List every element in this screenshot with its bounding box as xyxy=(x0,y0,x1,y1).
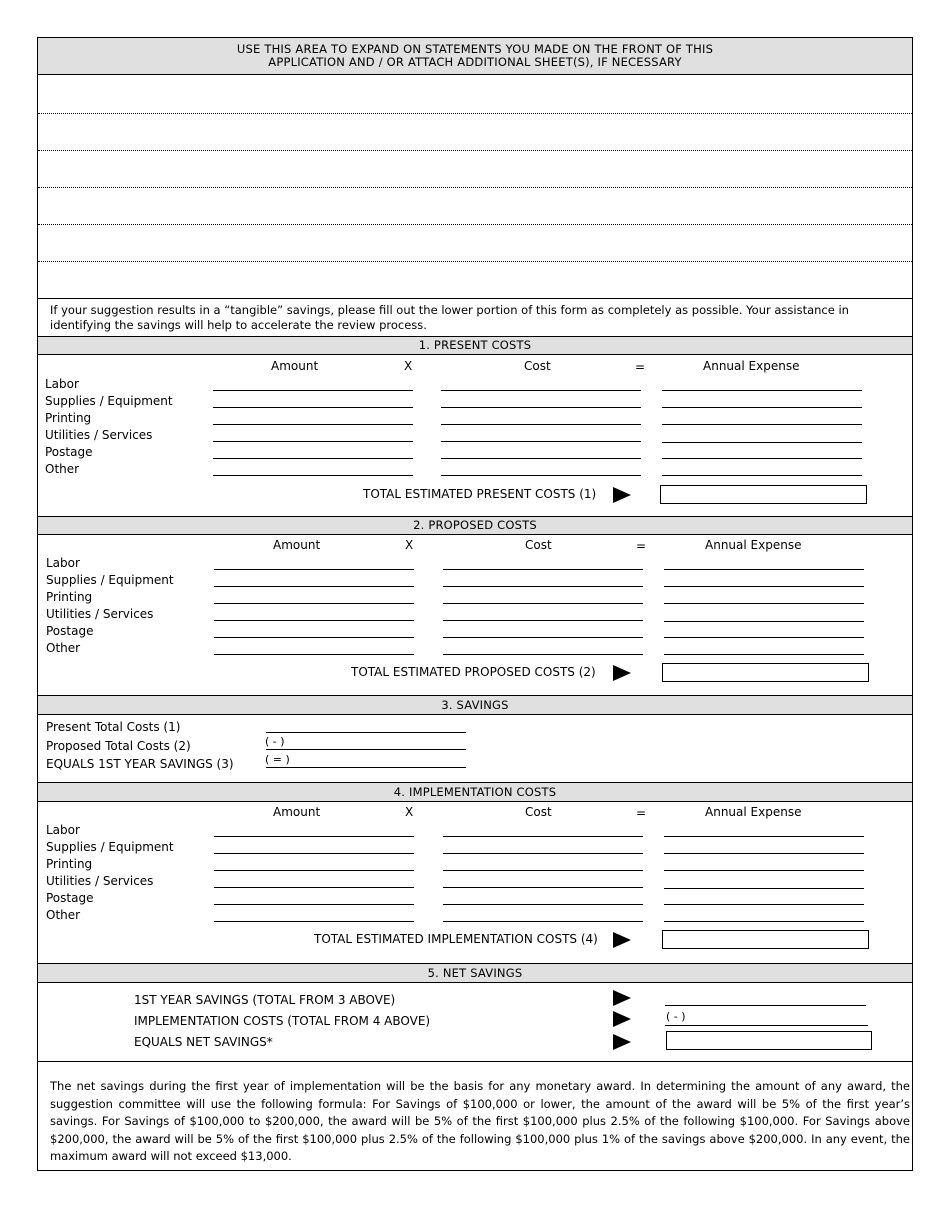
intro-text: If your suggestion results in a “tangible” savings, please fill out the lower portion of this form as completely as possible. Your assistance in identifying the savings will help to accelerate the review process. xyxy=(50,303,849,332)
net-implementation-costs-field[interactable] xyxy=(665,1025,868,1026)
net-first-year-savings-field[interactable] xyxy=(665,1005,866,1006)
row-label-labor: Labor xyxy=(46,556,80,570)
impl-utilities-annual-field[interactable] xyxy=(664,888,864,889)
column-equals: = xyxy=(636,806,647,820)
impl-supplies-cost-field[interactable] xyxy=(443,853,643,854)
proposed-labor-amount-field[interactable] xyxy=(214,569,414,570)
row-label-other: Other xyxy=(46,908,81,922)
divider xyxy=(38,298,912,299)
suggestion-form xyxy=(37,37,913,1171)
proposed-postage-annual-field[interactable] xyxy=(664,637,864,638)
present-utilities-annual-field[interactable] xyxy=(662,442,862,443)
present-postage-annual-field[interactable] xyxy=(662,458,862,459)
column-cost: Cost xyxy=(525,538,552,552)
writing-line[interactable] xyxy=(38,224,912,225)
column-equals: = xyxy=(636,539,647,553)
divider xyxy=(38,1061,912,1062)
column-amount: Amount xyxy=(273,805,321,819)
writing-line[interactable] xyxy=(38,113,912,114)
impl-other-amount-field[interactable] xyxy=(214,921,414,922)
equals-prefix: ( = ) xyxy=(265,753,290,766)
savings-proposed-total-label: Proposed Total Costs (2) xyxy=(46,739,191,753)
proposed-supplies-amount-field[interactable] xyxy=(214,586,414,587)
proposed-labor-annual-field[interactable] xyxy=(664,569,864,570)
row-label-utilities: Utilities / Services xyxy=(45,428,153,442)
row-label-postage: Postage xyxy=(45,445,93,459)
impl-printing-amount-field[interactable] xyxy=(214,870,414,871)
arrow-right-icon xyxy=(613,1011,631,1027)
arrow-right-icon xyxy=(613,487,631,503)
row-label-printing: Printing xyxy=(45,411,92,425)
proposed-printing-amount-field[interactable] xyxy=(214,603,414,604)
proposed-labor-cost-field[interactable] xyxy=(443,569,643,570)
column-times: X xyxy=(405,538,414,552)
total-implementation-costs-field[interactable] xyxy=(662,930,869,949)
net-savings-label: EQUALS NET SAVINGS* xyxy=(134,1035,273,1049)
column-times: X xyxy=(405,805,414,819)
row-label-other: Other xyxy=(46,641,81,655)
proposed-printing-annual-field[interactable] xyxy=(664,603,864,604)
proposed-other-cost-field[interactable] xyxy=(443,654,643,655)
header-line-1: USE THIS AREA TO EXPAND ON STATEMENTS YOU MADE ON THE FRONT OF THIS xyxy=(236,42,714,56)
column-amount: Amount xyxy=(273,538,321,552)
proposed-utilities-annual-field[interactable] xyxy=(664,621,864,622)
total-proposed-costs-field[interactable] xyxy=(662,663,869,682)
present-supplies-cost-field[interactable] xyxy=(441,407,641,408)
arrow-right-icon xyxy=(613,1034,631,1050)
row-label-supplies: Supplies / Equipment xyxy=(46,840,174,854)
row-label-postage: Postage xyxy=(46,624,94,638)
proposed-utilities-amount-field[interactable] xyxy=(214,620,414,621)
row-label-utilities: Utilities / Services xyxy=(46,874,154,888)
net-savings-field[interactable] xyxy=(666,1031,872,1050)
column-annual-expense: Annual Expense xyxy=(705,538,802,552)
column-annual-expense: Annual Expense xyxy=(705,805,802,819)
savings-first-year-label: EQUALS 1ST YEAR SAVINGS (3) xyxy=(46,757,234,771)
proposed-utilities-cost-field[interactable] xyxy=(443,620,643,621)
section-header-implementation-costs: 4. IMPLEMENTATION COSTS xyxy=(38,782,912,802)
present-other-annual-field[interactable] xyxy=(662,475,862,476)
proposed-postage-amount-field[interactable] xyxy=(214,637,414,638)
proposed-supplies-annual-field[interactable] xyxy=(664,586,864,587)
column-times: X xyxy=(404,359,413,373)
present-postage-amount-field[interactable] xyxy=(213,458,413,459)
present-supplies-amount-field[interactable] xyxy=(213,407,413,408)
row-label-labor: Labor xyxy=(46,823,80,837)
expand-area-header xyxy=(38,38,912,75)
present-other-cost-field[interactable] xyxy=(441,475,641,476)
row-label-postage: Postage xyxy=(46,891,94,905)
impl-other-cost-field[interactable] xyxy=(443,921,643,922)
impl-labor-amount-field[interactable] xyxy=(214,836,414,837)
proposed-other-amount-field[interactable] xyxy=(214,654,414,655)
row-label-printing: Printing xyxy=(46,857,93,871)
section-header-present-costs: 1. PRESENT COSTS xyxy=(38,336,912,355)
award-formula-text: The net savings during the first year of implementation will be the basis for any monetary award. In determining the amount of any award, the suggestion committee will use the following formula: For Savings of $100,000 or lower, the amount of the award will be 5% of the first year’s savings. For Savings of $100,000 to $200,000, the award will be 5% of the first $100,000 plus 2.5% of the following $100,000. For Savings above $200,000, the award will be 5% of the first $100,000 plus 2.5% of the following $100,000 plus 1% of the savings above $200,000. In any event, the maximum award will not exceed $13,000. xyxy=(50,1079,910,1163)
proposed-other-annual-field[interactable] xyxy=(664,654,864,655)
net-implementation-costs-label: IMPLEMENTATION COSTS (TOTAL FROM 4 ABOVE) xyxy=(134,1014,431,1028)
total-present-costs-label: TOTAL ESTIMATED PRESENT COSTS (1) xyxy=(363,487,597,501)
impl-printing-cost-field[interactable] xyxy=(443,870,643,871)
savings-present-total-field[interactable] xyxy=(266,732,466,733)
present-labor-amount-field[interactable] xyxy=(213,390,413,391)
impl-other-annual-field[interactable] xyxy=(664,921,864,922)
minus-prefix: ( - ) xyxy=(666,1010,686,1023)
present-other-amount-field[interactable] xyxy=(213,475,413,476)
column-amount: Amount xyxy=(271,359,319,373)
savings-first-year-field[interactable] xyxy=(266,767,466,768)
present-labor-cost-field[interactable] xyxy=(441,390,641,391)
arrow-right-icon xyxy=(613,665,631,681)
present-printing-annual-field[interactable] xyxy=(662,424,862,425)
present-printing-cost-field[interactable] xyxy=(441,424,641,425)
impl-supplies-amount-field[interactable] xyxy=(214,853,414,854)
row-label-utilities: Utilities / Services xyxy=(46,607,154,621)
header-line-2: APPLICATION AND / OR ATTACH ADDITIONAL SHEET(S), IF NECESSARY xyxy=(268,55,682,69)
impl-postage-amount-field[interactable] xyxy=(214,904,414,905)
row-label-supplies: Supplies / Equipment xyxy=(46,573,174,587)
total-proposed-costs-label: TOTAL ESTIMATED PROPOSED COSTS (2) xyxy=(351,665,596,679)
proposed-supplies-cost-field[interactable] xyxy=(443,586,643,587)
impl-supplies-annual-field[interactable] xyxy=(664,853,864,854)
row-label-printing: Printing xyxy=(46,590,93,604)
savings-present-total-label: Present Total Costs (1) xyxy=(46,720,181,734)
present-printing-amount-field[interactable] xyxy=(213,424,413,425)
present-labor-annual-field[interactable] xyxy=(662,390,862,391)
column-cost: Cost xyxy=(524,359,551,373)
impl-utilities-cost-field[interactable] xyxy=(443,887,643,888)
impl-utilities-amount-field[interactable] xyxy=(214,887,414,888)
section-header-proposed-costs: 2. PROPOSED COSTS xyxy=(38,516,912,535)
minus-prefix: ( - ) xyxy=(265,735,285,748)
proposed-printing-cost-field[interactable] xyxy=(443,603,643,604)
arrow-right-icon xyxy=(613,932,631,948)
impl-printing-annual-field[interactable] xyxy=(664,870,864,871)
arrow-right-icon xyxy=(613,990,631,1006)
writing-line[interactable] xyxy=(38,150,912,151)
impl-postage-cost-field[interactable] xyxy=(443,904,643,905)
impl-labor-annual-field[interactable] xyxy=(664,836,864,837)
net-first-year-savings-label: 1ST YEAR SAVINGS (TOTAL FROM 3 ABOVE) xyxy=(134,993,396,1007)
savings-proposed-total-field[interactable] xyxy=(266,749,466,750)
section-header-savings: 3. SAVINGS xyxy=(38,695,912,715)
column-annual-expense: Annual Expense xyxy=(703,359,800,373)
column-equals: = xyxy=(635,360,646,374)
impl-postage-annual-field[interactable] xyxy=(664,904,864,905)
writing-line[interactable] xyxy=(38,261,912,262)
row-label-labor: Labor xyxy=(45,377,79,391)
present-postage-cost-field[interactable] xyxy=(441,458,641,459)
proposed-postage-cost-field[interactable] xyxy=(443,637,643,638)
present-supplies-annual-field[interactable] xyxy=(662,407,862,408)
present-utilities-amount-field[interactable] xyxy=(213,441,413,442)
total-implementation-costs-label: TOTAL ESTIMATED IMPLEMENTATION COSTS (4) xyxy=(314,932,598,946)
row-label-supplies: Supplies / Equipment xyxy=(45,394,173,408)
writing-line[interactable] xyxy=(38,187,912,188)
row-label-other: Other xyxy=(45,462,80,476)
present-utilities-cost-field[interactable] xyxy=(441,441,641,442)
section-header-net-savings: 5. NET SAVINGS xyxy=(38,963,912,983)
impl-labor-cost-field[interactable] xyxy=(443,836,643,837)
column-cost: Cost xyxy=(525,805,552,819)
total-present-costs-field[interactable] xyxy=(660,485,867,504)
